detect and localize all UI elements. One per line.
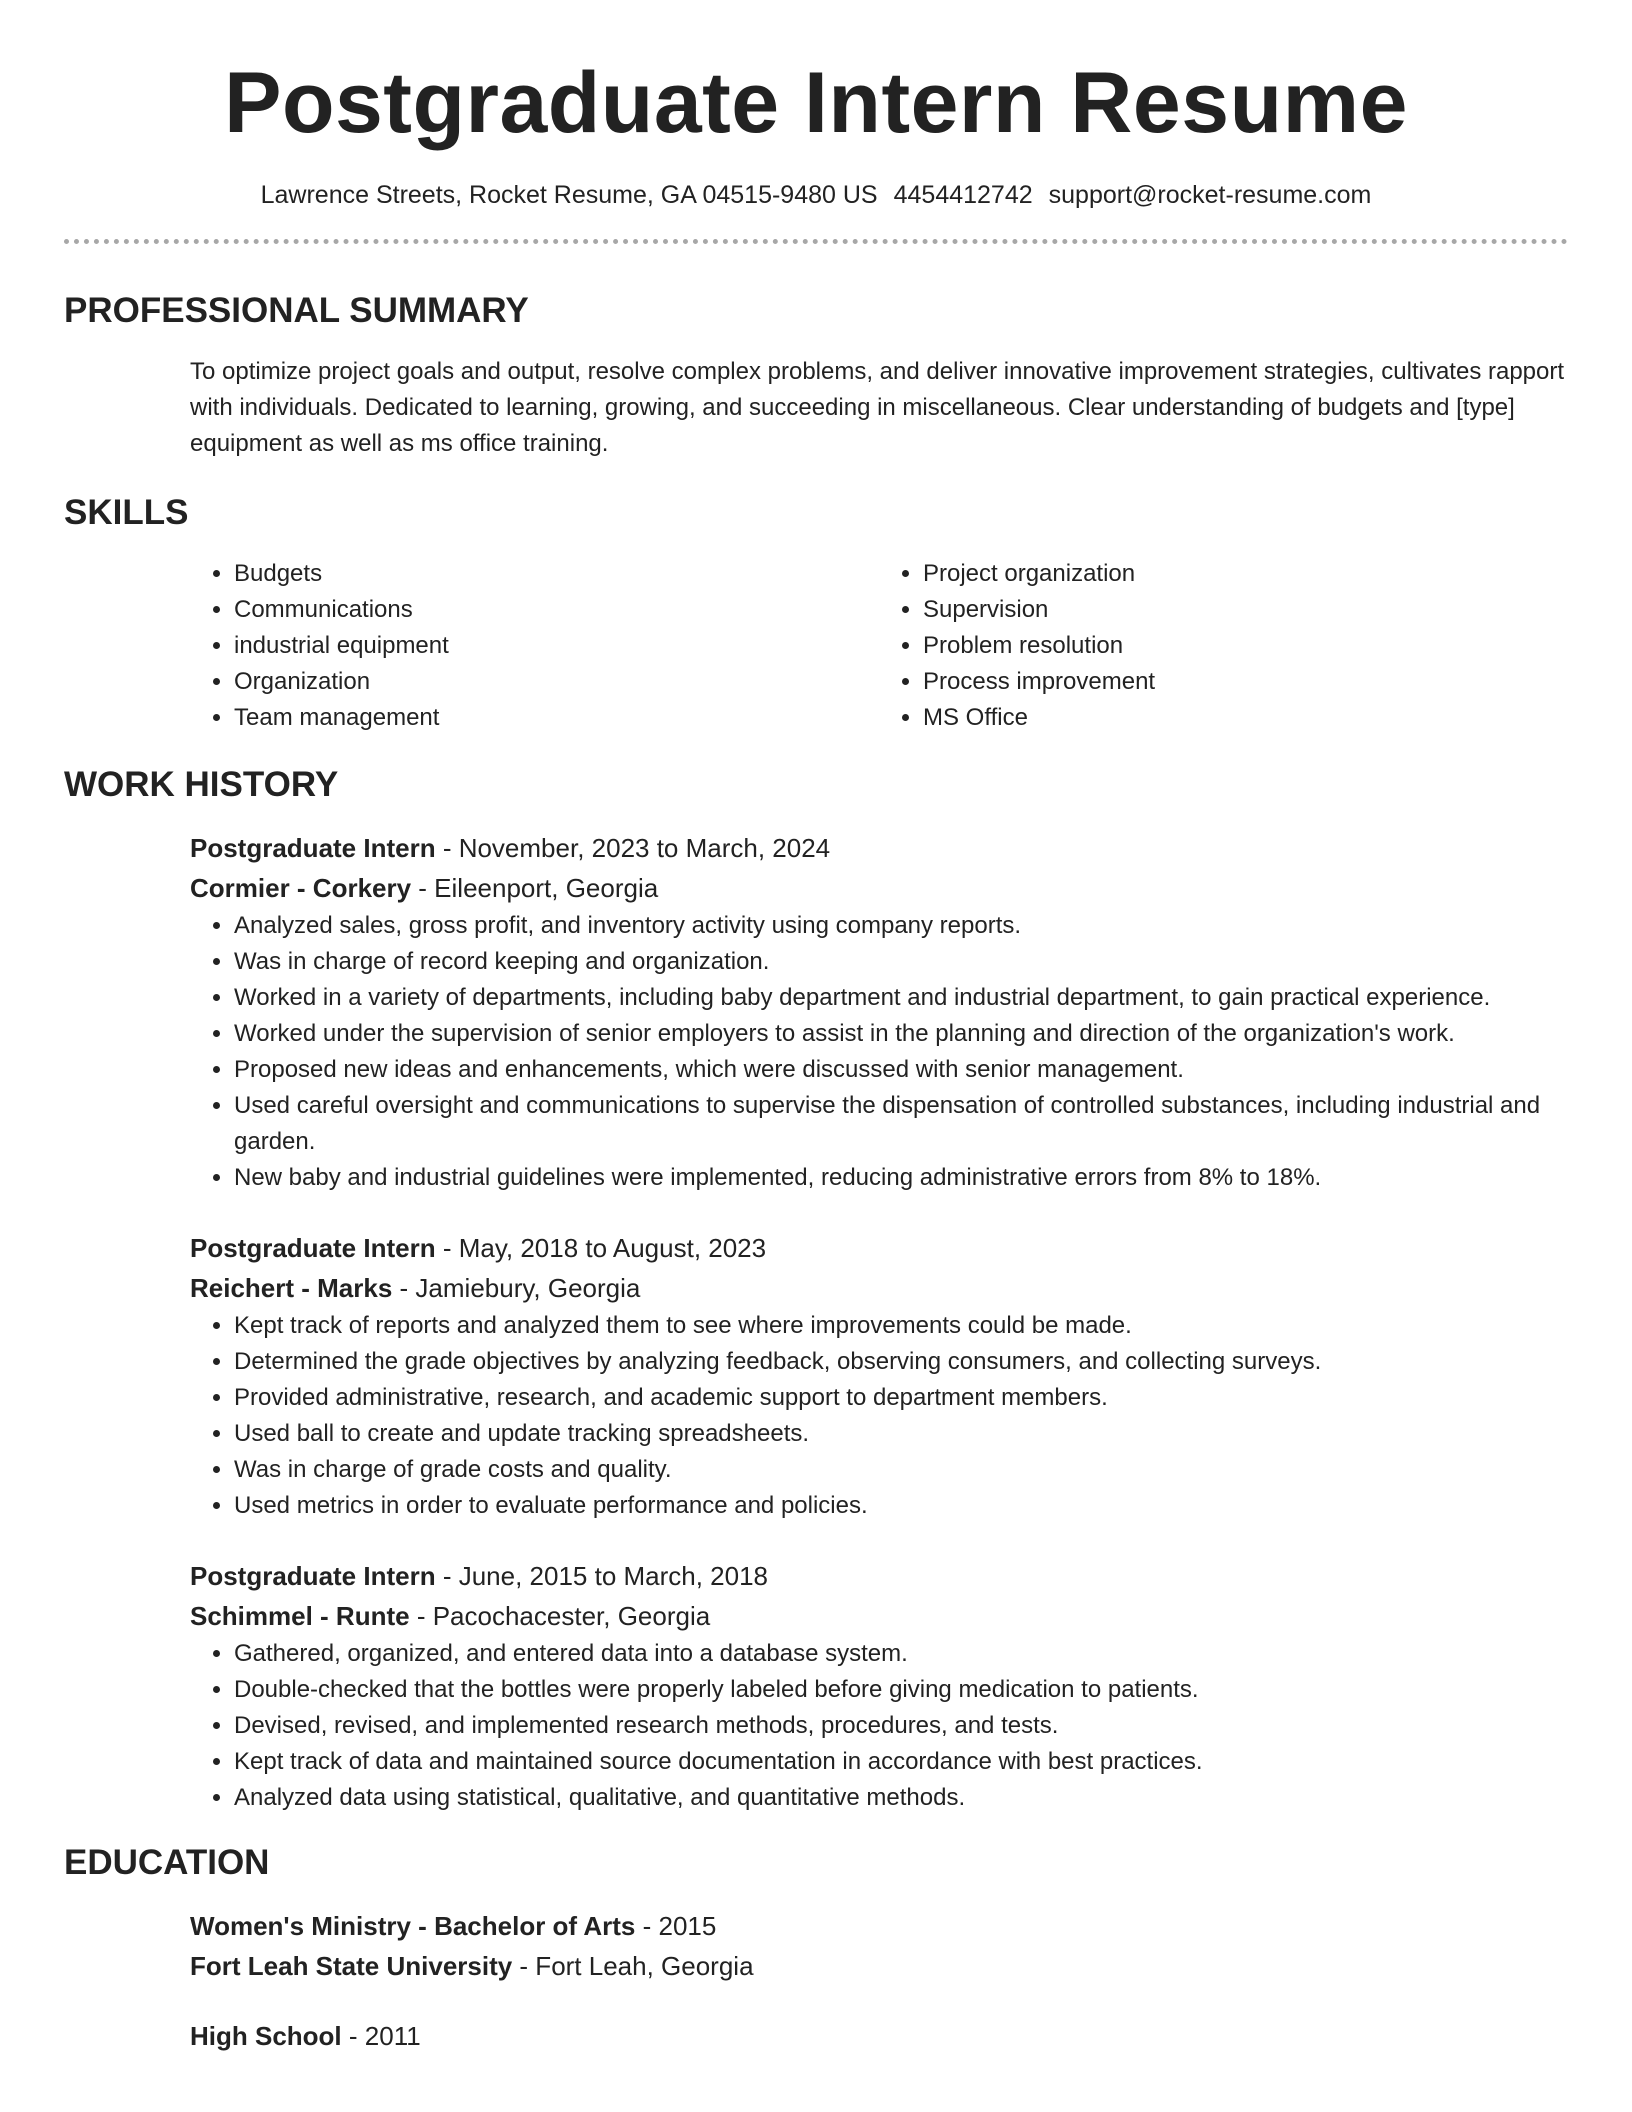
- contact-line: [64, 179, 1568, 212]
- job-company: Reichert - Marks: [190, 1273, 393, 1304]
- skills-heading: SKILLS: [64, 493, 189, 533]
- job-title-line: [190, 1556, 1568, 1596]
- skills-section: [64, 492, 1568, 736]
- education-location: - Fort Leah, Georgia: [512, 1951, 754, 1982]
- job-location: - Eileenport, Georgia: [411, 873, 659, 904]
- skills-grid: [190, 556, 1568, 736]
- education-year: - 2015: [635, 1911, 717, 1942]
- summary-section: [64, 290, 1568, 462]
- job-bullet: • Determined the grade objectives by analyzing feedback, observing consumers, and collecting surveys.: [234, 1344, 1568, 1380]
- education-year: - 2011: [341, 2021, 421, 2052]
- job-title: Postgraduate Intern: [190, 1561, 436, 1592]
- education-degree: Women's Ministry - Bachelor of Arts: [190, 1911, 636, 1942]
- skill-item: • Organization: [234, 664, 879, 700]
- work-heading: WORK HISTORY: [64, 765, 339, 805]
- skill-item: • Project organization: [923, 556, 1568, 592]
- job-entry: [190, 828, 1568, 1196]
- education-degree: High School: [190, 2021, 342, 2052]
- job-bullet: • Devised, revised, and implemented research methods, procedures, and tests.: [234, 1708, 1568, 1744]
- skill-item: • Supervision: [923, 592, 1568, 628]
- job-bullet: • Worked in a variety of departments, including baby department and industrial department, to gain practical experience.: [234, 980, 1568, 1016]
- job-title-line: [190, 828, 1568, 868]
- education-entry: [190, 1906, 1568, 1986]
- resume-title: Postgraduate Intern Resume: [224, 55, 1408, 151]
- contact-address: Lawrence Streets, Rocket Resume, GA 04515-9480 US: [260, 180, 878, 209]
- skills-list-right: [879, 556, 1568, 736]
- job-bullet: • Was in charge of record keeping and organization.: [234, 944, 1568, 980]
- job-company: Schimmel - Runte: [190, 1601, 410, 1632]
- job-bullet: • Kept track of reports and analyzed them to see where improvements could be made.: [234, 1308, 1568, 1344]
- skill-item: • industrial equipment: [234, 628, 879, 664]
- job-bullet: • Analyzed sales, gross profit, and inventory activity using company reports.: [234, 908, 1568, 944]
- skill-item: • Budgets: [234, 556, 879, 592]
- education-degree-line: [190, 1906, 1568, 1946]
- education-school: Fort Leah State University: [190, 1951, 513, 1982]
- education-heading: EDUCATION: [64, 1843, 270, 1883]
- job-bullets: [190, 1636, 1568, 1816]
- job-dates: - November, 2023 to March, 2024: [435, 833, 831, 864]
- education-section: [64, 1842, 1568, 2056]
- job-bullet: • New baby and industrial guidelines were implemented, reducing administrative errors from 8% to 18%.: [234, 1160, 1568, 1196]
- education-entry: [190, 2016, 1568, 2056]
- skill-item: • Communications: [234, 592, 879, 628]
- job-bullet: • Gathered, organized, and entered data into a database system.: [234, 1636, 1568, 1672]
- job-bullets: [190, 1308, 1568, 1524]
- job-title: Postgraduate Intern: [190, 833, 436, 864]
- skill-item: • Process improvement: [923, 664, 1568, 700]
- summary-text: To optimize project goals and output, resolve complex problems, and deliver innovative improvement strategies, cultivates rapport with individuals. Dedicated to learning, growing, and succeeding in miscellaneous. Clear understanding of budgets and [type] equipment as well as ms office training.: [190, 358, 1565, 458]
- skills-list-left: [190, 556, 879, 736]
- job-dates: - May, 2018 to August, 2023: [435, 1233, 767, 1264]
- job-company-line: [190, 1596, 1568, 1636]
- job-title-line: [190, 1228, 1568, 1268]
- contact-email[interactable]: support@rocket-resume.com: [1048, 180, 1372, 209]
- job-bullet: • Used careful oversight and communications to supervise the dispensation of controlled substances, including industrial and garden.: [234, 1088, 1568, 1160]
- job-bullet: • Proposed new ideas and enhancements, which were discussed with senior management.: [234, 1052, 1568, 1088]
- job-bullet: • Worked under the supervision of senior employers to assist in the planning and direction of the organization's work.: [234, 1016, 1568, 1052]
- work-section: [64, 764, 1568, 1816]
- job-title: Postgraduate Intern: [190, 1233, 436, 1264]
- job-location: - Pacochacester, Georgia: [409, 1601, 711, 1632]
- job-company-line: [190, 1268, 1568, 1308]
- job-dates: - June, 2015 to March, 2018: [435, 1561, 769, 1592]
- job-bullet: • Double-checked that the bottles were properly labeled before giving medication to patients.: [234, 1672, 1568, 1708]
- job-bullet: • Analyzed data using statistical, qualitative, and quantitative methods.: [234, 1780, 1568, 1816]
- job-entry: [190, 1228, 1568, 1524]
- job-bullet: • Was in charge of grade costs and quality.: [234, 1452, 1568, 1488]
- skill-item: • Team management: [234, 700, 879, 736]
- job-company-line: [190, 868, 1568, 908]
- job-company: Cormier - Corkery: [190, 873, 412, 904]
- education-degree-line: [190, 2016, 1568, 2056]
- job-entry: [190, 1556, 1568, 1816]
- contact-phone: 4454412742: [893, 180, 1033, 209]
- header-divider: [64, 239, 1568, 244]
- education-school-line: [190, 1946, 1568, 1986]
- job-bullet: • Provided administrative, research, and academic support to department members.: [234, 1380, 1568, 1416]
- job-location: - Jamiebury, Georgia: [392, 1273, 641, 1304]
- job-bullets: [190, 908, 1568, 1196]
- job-bullet: • Kept track of data and maintained source documentation in accordance with best practices.: [234, 1744, 1568, 1780]
- summary-heading: PROFESSIONAL SUMMARY: [64, 291, 529, 331]
- job-bullet: • Used ball to create and update tracking spreadsheets.: [234, 1416, 1568, 1452]
- skill-item: • Problem resolution: [923, 628, 1568, 664]
- skill-item: • MS Office: [923, 700, 1568, 736]
- job-bullet: • Used metrics in order to evaluate performance and policies.: [234, 1488, 1568, 1524]
